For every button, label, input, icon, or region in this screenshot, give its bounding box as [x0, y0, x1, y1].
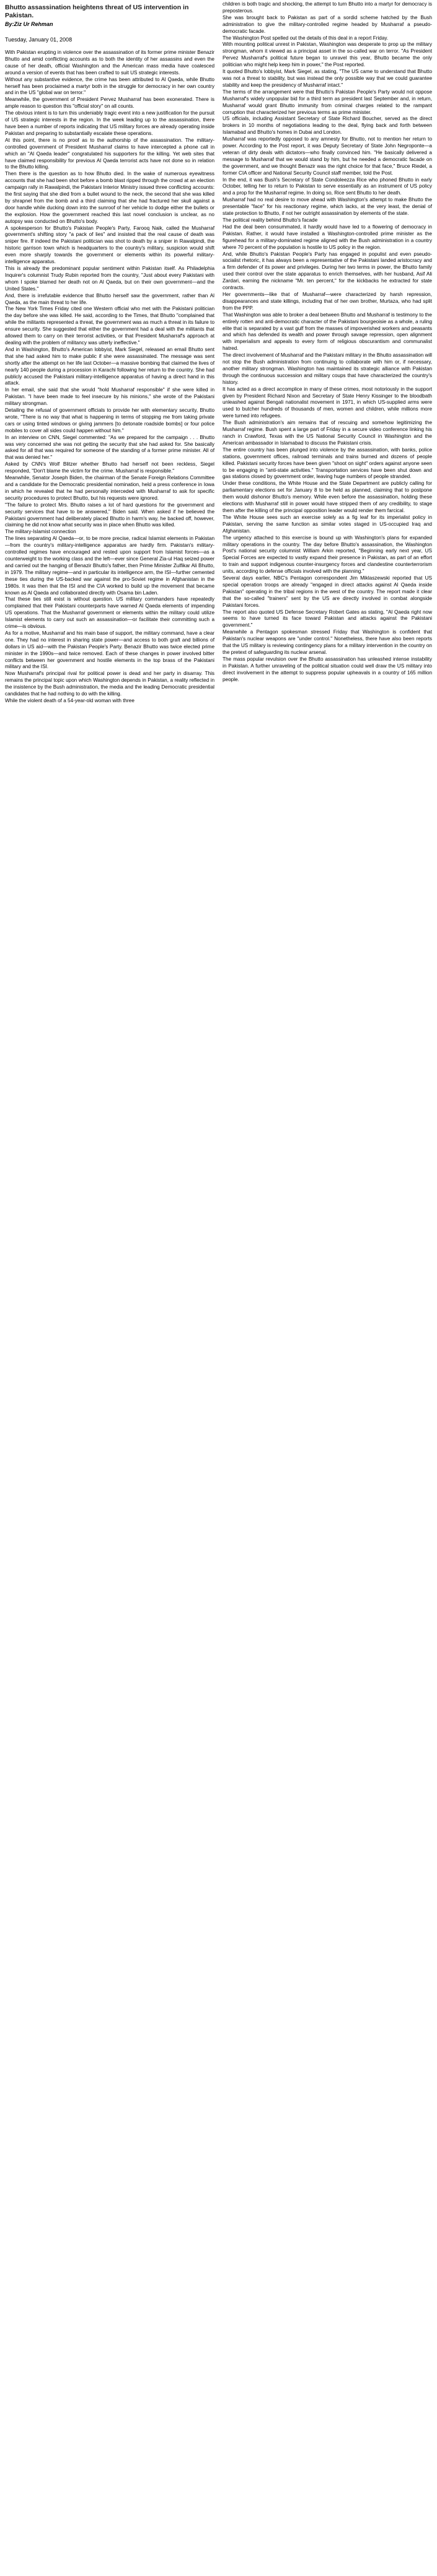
article-date: Tuesday, January 01, 2008 [5, 37, 73, 43]
article-paragraph: And, while Bhutto's Pakistan People's Party has engaged in populist and even pseudo-socialist rhetoric, it has always been a representative of the Pakistani landed aristocracy and a firm defender of its power and privileges. During her two terms in power, the Bhutto family used their control over the state apparatus to enrich themselves, with her husband, Asif Ali Zardari, earning the nickname "Mr. ten percent," for the kickbacks he extracted for state contracts. [223, 251, 432, 291]
article-body-right-column [223, 1, 432, 2575]
article-paragraph: Without any substantive evidence, the crime has been attributed to Al Qaeda, while Bhutto herself has been proclaimed a martyr both in the struggle for democracy in her own country and in the US "global war on terror." [5, 76, 214, 96]
article-title: Bhutto assassination heightens threat of US intervention in Pakistan. [5, 4, 189, 19]
article-paragraph: The obvious intent is to turn this undeniably tragic event into a new justification for the pursuit of US strategic interests in the region. In the week leading up to the assassination, there have been a number of reports indicating that US military forces are already operating inside Pakistan and preparing to substantially escalate these operations. [5, 110, 214, 136]
article-paragraph: The mass popular revulsion over the Bhutto assassination has unleashed intense instability in Pakistan. A further unraveling of the political situation could well draw the US military into direct involvement in the attempt to suppress popular upheavals in a country of 165 million people. [223, 656, 432, 682]
article-paragraph: A spokesperson for Bhutto's Pakistan People's Party, Farooq Naik, called the Musharraf government's shifting story "a pack of lies" and insisted that the real cause of death was sniper fire. If indeed the Pakistani politician was shot to death by a sniper in Rawalpindi, the historic garrison town which is headquarters to the country's military, suspicion would shift even more sharply towards the government or elements within its powerful military-intelligence apparatus. [5, 225, 214, 265]
article-paragraph: The lines separating Al Qaeda—or, to be more precise, radical Islamist elements in Pakistan—from the country's military-intelligence apparatus are hardly firm. Pakistan's military-controlled regimes have encouraged and rested upon support from Islamist forces—as a counterweight to the working class and the left—ever since General Zia-ul Haq seized power and carried out the hanging of Benazir Bhutto's father, then Prime Minister Zulfikar Ali Bhutto, in 1979. The military regime—and in particular its intelligence arm, the ISI—further cemented these ties during the US-backed war against the pro-Soviet regime in Afghanistan in the 1980s. It was then that the ISI and the CIA worked to build up the movement that became known as Al Qaeda and collaborated directly with Osama bin Laden. [5, 536, 214, 596]
article-body-left-column [5, 50, 214, 2575]
article-paragraph: With mounting political unrest in Pakistan, Washington was desperate to prop up the military strongman, whom it viewed as a principal asset in the so-called war on terror. "As President Pervez Musharraf's political future began to unravel this year, Bhutto became the only politician who might help keep him in power," the Post reported. [223, 41, 432, 68]
article-paragraph: This is already the predominant popular sentiment within Pakistan itself. As Philadelphia Inquirer's columnist Trudy Rubin reported from the country, "Just about every Pakistani with whom I spoke blamed her death not on Al Qaeda, but on their own government—and the United States." [5, 266, 214, 292]
article-paragraph: The report also quoted US Defense Secretary Robert Gates as stating, "Al Qaeda right now seems to have turned its face toward Pakistan and attacks against the Pakistani government." [223, 609, 432, 629]
article-paragraph: The Washington Post spelled out the details of this deal in a report Friday. [223, 35, 389, 41]
article-paragraph: The military-Islamist connection [5, 529, 76, 535]
article-paragraph: Then there is the question as to how Bhutto died. In the wake of numerous eyewitness accounts that she had been shot before a bomb blast ripped through the crowd at an election campaign rally in Rawalpindi, the Pakistani Interior Ministry issued three conflicting accounts: the first saying that she died from a bullet wound to the neck, the second that she was killed by shrapnel from the bomb and a third claiming that she had fractured her skull against a door handle while ducking down into the sunroof of her vehicle to dodge either the bullets or the explosion. How the government reached this last novel conclusion is unclear, as no autopsy was conducted on Bhutto's body. [5, 171, 214, 224]
article-paragraph: children is both tragic and shocking, the attempt to turn Bhutto into a martyr for democracy is preposterous. [223, 1, 432, 14]
article-paragraph: While the violent death of a 54-year-old woman with three [5, 698, 135, 703]
article-paragraph: That these ties still exist is without question. US military commanders have repeatedly complained that their Pakistani counterparts have warned Al Qaeda elements of impending US operations. That the Musharraf government or elements within the military could utilize Islamist elements to carry out such an assassination—or facilitate their committing such a crime—is obvious. [5, 596, 214, 630]
article-paragraph: Musharraf had no real desire to move ahead with Washington's attempt to make Bhutto the presentable "face" for his reactionary regime, which lacks, at the very least, the denial of state protection to Bhutto, if not her outright assassination by elements of the state. [223, 197, 432, 217]
article-paragraph: The entire country has been plunged into violence by the assassination, with banks, police stations, government offices, railroad terminals and trains burned and dozens of people killed. Pakistani security forces have been given "shoot on sight" orders against anyone seen to be engaging in "anti-state activities." Transportation services have been shut down and gas stations closed by government order, leaving huge numbers of people stranded. [223, 446, 432, 480]
article-paragraph: Several days earlier, NBC's Pentagon correspondent Jim Miklaszewski reported that US special operation troops are already "engaged in direct attacks against Al Qaeda inside Pakistan" operating in the tribal regions in the west of the country. The report made it clear that the so-called "trainers" sent by the US are directly involved in combat alongside Pakistani forces. [223, 575, 432, 608]
article-paragraph: Detailing the refusal of government officials to provide her with elementary security, Bhutto wrote, "There is no way that what is happening in terms of stopping me from taking private cars or using tinted windows or giving jammers [to detonate roadside bombs] or four police mobiles to cover all sides could happen without him." [5, 407, 214, 433]
article-paragraph: And, there is irrefutable evidence that Bhutto herself saw the government, rather than Al Qaeda, as the main threat to her life. [5, 292, 214, 305]
article-paragraph: With Pakistan erupting in violence over the assassination of its former prime minister Benazir Bhutto and amid conflicting accounts as to both the identity of her assassins and even the cause of her death, official Washington and the American mass media have coalesced around a version of events that has been crafted to suit US strategic interests. [5, 50, 214, 76]
article-paragraph: As for a motive, Musharraf and his main base of support, the military command, have a clear one. They had no interest in sharing state power—and access to both graft and billions of dollars in US aid—with the Pakistan People's Party. Benazir Bhutto was twice elected prime minister in the 1990s—and twice removed. Each of these changes in power involved bitter conflicts between her government and hostile elements in the top brass of the Pakistani military and the ISI. [5, 630, 214, 670]
article-paragraph: Meanwhile, the government of President Pervez Musharraf has been exonerated. There is ample reason to question this "official story" on all counts. [5, 97, 214, 110]
article-paragraph: The Bush administration's aim remains that of rescuing and somehow legitimizing the Musharraf regime. Bush spent a large part of Friday in a secure video conference linking his ranch in Crawford, Texas with the US National Security Council in Washington and the American ambassador in Islamabad to discuss the Pakistani crisis. [223, 420, 432, 446]
article-paragraph: The White House sees such an exercise solely as a fig leaf for its imperialist policy in Pakistan, serving the same function as similar votes staged in US-occupied Iraq and Afghanistan. [223, 514, 432, 534]
article-paragraph: In her email, she said that she would "hold Musharraf responsible" if she were killed in Pakistan. "I have been made to feel insecure by his minions," she wrote of the Pakistani military strongman. [5, 387, 214, 407]
article-paragraph: It quoted Bhutto's lobbyist, Mark Siegel, as stating, "The US came to understand that Bhutto was not a threat to stability, but was instead the only possible way that we could guarantee stability and keep the presidency of Musharraf intact." [223, 69, 432, 88]
article-paragraph: Musharraf was reportedly opposed to any amnesty for Bhutto, not to mention her return to power. According to the Post report, it was Deputy Secretary of State John Negroponte—a veteran of dirty deals with dictators—who finally convinced him. "He basically delivered a message to Musharraf that we would stand by him, but he needed a democratic facade on the government, and we thought Benazir was the right choice for that face," Bruce Riedel, a former CIA officer and National Security Council staff member, told the Post. [223, 136, 432, 176]
article-paragraph: "The failure to protect Mrs. Bhutto raises a lot of hard questions for the government and security services that have to be answered," Biden said. When asked if he believed the Pakistani government had deliberately placed Bhutto in harm's way, he backed off, however, claiming he did not know what security was in place when Bhutto was killed. [5, 502, 214, 528]
article-paragraph: US officials, including Assistant Secretary of State Richard Boucher, served as the direct brokers in 10 months of negotiations leading to the deal, flying back and forth between Islamabad and Bhutto's homes in Dubai and London. [223, 116, 432, 136]
article-paragraph: Meanwhile a Pentagon spokesman stressed Friday that Washington is confident that Pakistan's nuclear weapons are "under control." Nonetheless, there have also been reports that the US military is reviewing contingency plans for a military intervention in the country on the pretext of safeguarding its nuclear arsenal. [223, 629, 432, 655]
article-paragraph: And in Washington, Bhutto's American lobbyist, Mark Siegel, released an email Bhutto sent that she had asked him to make public if she were assassinated. The message was sent shortly after the attempt on her life last October—a massive bombing that claimed the lives of nearly 140 people during a procession in Karachi following her return to the country. She had publicly accused the Pakistani military-intelligence apparatus of having a direct hand in this attack. [5, 346, 214, 386]
article-paragraph: In the end, it was Bush's Secretary of State Condoleezza Rice who phoned Bhutto in early October, telling her to return to Pakistan to serve essentially as an instrument of US policy and a prop for the Musharraf regime. In doing so, Rice sent Bhutto to her death. [223, 176, 432, 196]
article-paragraph: The political reality behind Bhutto's facade [223, 217, 318, 223]
article-paragraph: At this point, there is no proof as to the authorship of the assassination. The military-controlled government of President Musharraf claims to have intercepted a phone call in which an "Al Qaeda leader" congratulated his supporters for the killing. Yet web sites that have claimed responsibility for previous Al Qaeda terrorist acts have not done so in relation to the Bhutto killing. [5, 137, 214, 170]
article-paragraph: The terms of the arrangement were that Bhutto's Pakistan People's Party would not oppose Musharraf's widely unpopular bid for a third term as president last September and, in return, Musharraf would grant Bhutto immunity from criminal charges related to the rampant corruption that characterized her previous terms as prime minister. [223, 89, 432, 115]
article-byline: By:Ziz Ur Rehman [5, 21, 53, 27]
article-paragraph: The New York Times Friday cited one Western official who met with the Pakistani politician the day before she was killed. He said, according to the Times, that Bhutto "complained that while the militants represented a threat, the government was as much a threat in its failure to ensure security. She suggested that either the government had a deal with the militants that allowed them to carry on their terrorist activities, or that President Musharraf's approach at dealing with the problem of militancy was utterly ineffective." [5, 306, 214, 346]
article-paragraph: Asked by CNN's Wolf Blitzer whether Bhutto had herself not been reckless, Siegel responded, "Don't blame the victim for the crime. Musharraf is responsible." [5, 461, 214, 474]
article-paragraph: The direct involvement of Musharraf and the Pakistani military in the Bhutto assassination will not stop the Bush administration from continuing to collaborate with him or, if necessary, another military strongman. Washington has maintained its strategic alliance with Pakistan through the continuous succession and military coups that have characterized the country's history. [223, 352, 432, 385]
article-paragraph: In an interview on CNN, Siegel commented: "As we prepared for the campaign . . . Bhutto was very concerned she was not getting the security that she had asked for. She basically asked for all that was required for someone of the standing of a former prime minister. All of that was denied her." [5, 434, 214, 461]
article-paragraph: She was brought back to Pakistan as part of a sordid scheme hatched by the Bush administration to give the military-controlled regime headed by Musharraf a pseudo-democratic facade. [223, 14, 432, 34]
article-paragraph: Under these conditions, the White House and the State Department are publicly calling for parliamentary elections set for January 8 to be held as planned, claiming that to postpone them would dishonor Bhutto's memory. While even before the assassination, holding these elections with Musharraf still in power would have stripped them of any credibility, to stage them after the killing of the principal opposition leader would render them farcical. [223, 481, 432, 513]
article-paragraph: It has acted as a direct accomplice in many of these crimes, most notoriously in the support given by President Richard Nixon and Secretary of State Henry Kissinger to the bloodbath unleashed against Bengali nationalist movement in 1971, in which US-supplied arms were used to butcher hundreds of thousands of men, women and children, while millions more were turned into refugees. [223, 386, 432, 419]
article-paragraph: Meanwhile, Senator Joseph Biden, the chairman of the Senate Foreign Relations Committee and a candidate for the Democratic presidential nomination, held a press conference in Iowa in which he revealed that he had personally interceded with Musharraf to ask for specific security procedures to protect Bhutto, but his requests were ignored. [5, 475, 214, 501]
article-paragraph: Had the deal been consummated, it hardly would have led to a flowering of democracy in Pakistan. Rather, it would have installed a Washington-controlled prime minister as the figurehead for a military-dominated regime aligned with the Bush administration in a country where 70 percent of the population is hostile to US policy in the region. [223, 224, 432, 250]
article-paragraph: The urgency attached to this exercise is bound up with Washington's plans for expanded military operations in the country. The day before Bhutto's assassination, the Washington Post's national security columnist William Arkin reported, "Beginning early next year, US Special Forces are expected to vastly expand their presence in Pakistan, as part of an effort to train and support indigenous counter-insurgency forces and clandestine counterterrorism units, according to defense officials involved with the planning." [223, 534, 432, 575]
article-paragraph: That Washington was able to broker a deal between Bhutto and Musharraf is testimony to the entirely rotten and anti-democratic character of the Pakistani bourgeoisie as a whole, a ruling elite that is separated by a vast gulf from the masses of impoverished workers and peasants and which has defended its wealth and power through savage repression, open alignment with imperialism and appeals to every form of religious obscurantism and communalist hatred. [223, 311, 432, 352]
article-paragraph: Now Musharraf's principal rival for political power is dead and her party in disarray. This remains the principal topic upon which Washington depends in Pakistan, a reality reflected in the insistence by the Bush administration, the media and the leading Democratic presidential candidates that he had nothing to do with the killing. [5, 671, 214, 697]
article-paragraph: Her governments—like that of Musharraf—were characterized by harsh repression, disappearances and state killings, including that of her own brother, Murtaza, who had split from the PPP. [223, 291, 432, 311]
